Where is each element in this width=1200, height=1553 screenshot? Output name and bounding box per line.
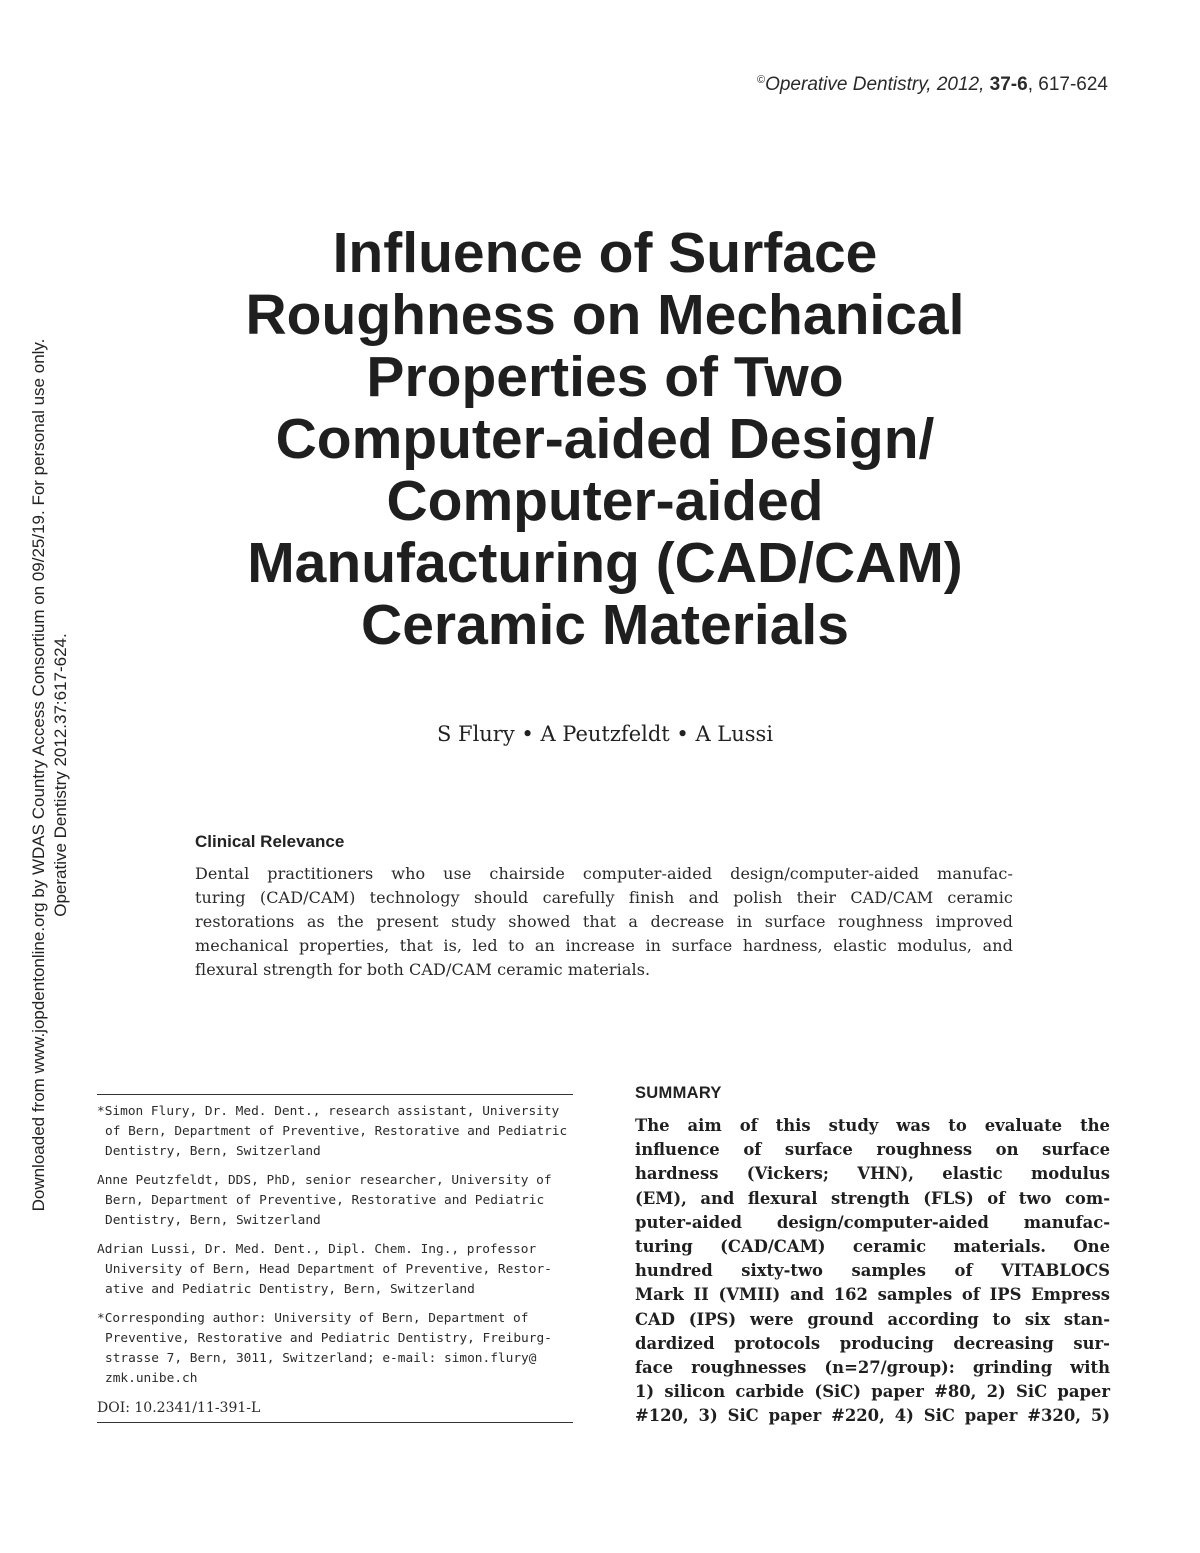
footnote-line: University of Bern, Head Department of Preventive, Restor- bbox=[105, 1262, 552, 1277]
footnote-line: Dentistry, Bern, Switzerland bbox=[105, 1144, 321, 1159]
clinical-relevance-text bbox=[195, 862, 1013, 982]
footnote-line: *Corresponding author: University of Bern, Department of bbox=[97, 1311, 529, 1326]
summary-line: turing (CAD/CAM) ceramic materials. One bbox=[635, 1237, 1110, 1257]
clinical-relevance-heading: Clinical Relevance bbox=[195, 832, 345, 851]
footnote-corresponding-author bbox=[97, 1309, 573, 1389]
title-line: Computer-aided Design/ bbox=[275, 407, 935, 471]
journal-volume: 37-6 bbox=[989, 74, 1028, 95]
footnote-flury bbox=[97, 1102, 573, 1162]
footnote-line: of Bern, Department of Preventive, Restorative and Pediatric bbox=[105, 1124, 568, 1139]
journal-reference bbox=[757, 74, 1108, 96]
footnote-line: Dentistry, Bern, Switzerland bbox=[105, 1213, 321, 1228]
footnote-peutzfeldt bbox=[97, 1171, 573, 1231]
summary-line: Mark II (VMII) and 162 samples of IPS Empress bbox=[635, 1285, 1110, 1305]
footnote-line: Bern, Department of Preventive, Restorative and Pediatric bbox=[105, 1193, 545, 1208]
footnote-line: *Simon Flury, Dr. Med. Dent., research assistant, University bbox=[97, 1104, 560, 1119]
text-line: flexural strength for both CAD/CAM ceramic materials. bbox=[195, 960, 651, 979]
summary-line: face roughnesses (n=27/group): grinding with bbox=[635, 1358, 1110, 1378]
footnote-divider-bottom bbox=[97, 1422, 573, 1423]
summary-line: puter-aided design/computer-aided manufac- bbox=[635, 1212, 1110, 1232]
doi: DOI: 10.2341/11-391-L bbox=[97, 1400, 261, 1416]
footnote-line: Preventive, Restorative and Pediatric Dentistry, Freiburg- bbox=[105, 1331, 552, 1346]
title-line: Computer-aided bbox=[386, 469, 824, 533]
footnote-line: zmk.unibe.ch bbox=[105, 1371, 198, 1386]
summary-line: CAD (IPS) were ground according to six stan- bbox=[635, 1309, 1110, 1329]
article-title bbox=[180, 222, 1030, 656]
summary-line: 1) silicon carbide (SiC) paper #80, 2) SiC paper bbox=[635, 1382, 1110, 1402]
title-line: Manufacturing (CAD/CAM) bbox=[247, 531, 963, 595]
summary-heading: SUMMARY bbox=[635, 1084, 722, 1102]
footnote-line: ative and Pediatric Dentistry, Bern, Switzerland bbox=[105, 1282, 475, 1297]
summary-line: (EM), and flexural strength (FLS) of two com- bbox=[635, 1188, 1110, 1208]
footnote-line: Adrian Lussi, Dr. Med. Dent., Dipl. Chem. Ing., professor bbox=[97, 1242, 537, 1257]
summary-line: influence of surface roughness on surface bbox=[635, 1140, 1110, 1160]
author-list: S Flury • A Peutzfeldt • A Lussi bbox=[436, 722, 774, 746]
footnote-lussi bbox=[97, 1240, 573, 1300]
summary-line: hardness (Vickers; VHN), elastic modulus bbox=[635, 1164, 1110, 1184]
author-footnotes bbox=[97, 1102, 573, 1418]
summary-text bbox=[635, 1114, 1110, 1429]
title-line: Roughness on Mechanical bbox=[245, 283, 965, 347]
journal-pages: , 617-624 bbox=[1027, 74, 1108, 95]
watermark-line-2: Operative Dentistry 2012.37:617-624. bbox=[51, 633, 70, 917]
text-line: restorations as the present study showed that a decrease in surface roughness improved bbox=[195, 912, 1013, 931]
journal-year: , 2012, bbox=[926, 74, 990, 95]
watermark-line-1: Downloaded from www.jopdentonline.org by WDAS Country Access Consortium on 09/25/19. For personal use only. bbox=[29, 338, 48, 1212]
text-line: mechanical properties, that is, led to an increase in surface hardness, elastic modulus, and bbox=[195, 936, 1013, 955]
text-line: Dental practitioners who use chairside computer-aided design/computer-aided manufac- bbox=[195, 864, 1013, 883]
footnote-line: Anne Peutzfeldt, DDS, PhD, senior researcher, University of bbox=[97, 1173, 552, 1188]
title-line: Properties of Two bbox=[366, 345, 844, 409]
title-line: Influence of Surface bbox=[332, 221, 878, 285]
footnote-line: strasse 7, Bern, 3011, Switzerland; e-mail: simon.flury@ bbox=[105, 1351, 537, 1366]
summary-line: hundred sixty-two samples of VITABLOCS bbox=[635, 1261, 1110, 1281]
journal-name: Operative Dentistry bbox=[765, 74, 927, 95]
summary-line: dardized protocols producing decreasing sur- bbox=[635, 1333, 1110, 1353]
footnote-divider-top bbox=[97, 1094, 573, 1095]
text-line: turing (CAD/CAM) technology should carefully finish and polish their CAD/CAM ceramic bbox=[195, 888, 1013, 907]
copyright-symbol: © bbox=[756, 74, 766, 86]
summary-line: The aim of this study was to evaluate the bbox=[635, 1116, 1110, 1135]
title-line: Ceramic Materials bbox=[361, 593, 849, 657]
summary-line: #120, 3) SiC paper #220, 4) SiC paper #320, 5) bbox=[635, 1406, 1110, 1426]
